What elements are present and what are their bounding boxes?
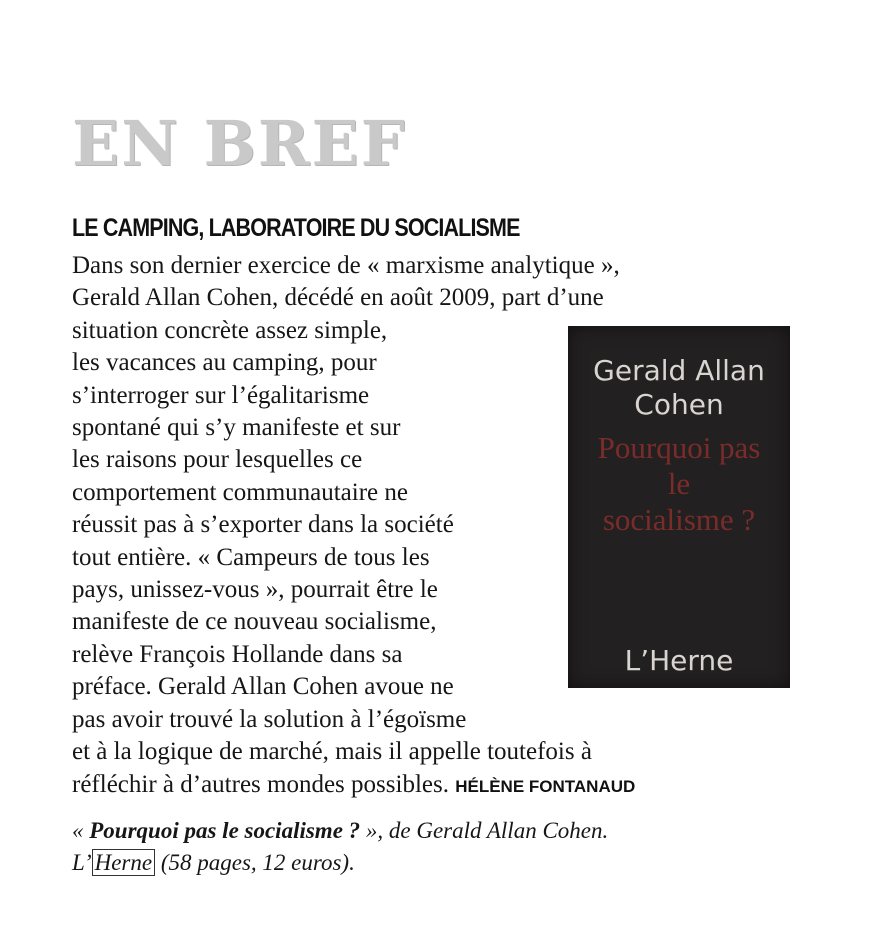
reference-details: (58 pages, 12 euros). — [155, 850, 355, 875]
body-line: spontané qui s’y manifeste et sur — [72, 414, 401, 442]
body-line: réussit pas à s’exporter dans la société — [72, 511, 454, 539]
body-line: manifeste de ce nouveau socialisme, — [72, 608, 437, 636]
cover-title-line: le — [667, 466, 691, 501]
author-signature: HÉLÈNE FONTANAUD — [455, 776, 636, 796]
body-line: les raisons pour lesquelles ce — [72, 446, 363, 474]
reference-book-title: Pourquoi pas le socialisme ? — [89, 818, 361, 843]
body-line-last — [72, 769, 635, 803]
cover-title-line: socialisme ? — [602, 502, 756, 537]
reference-line — [72, 847, 608, 879]
book-reference — [72, 815, 608, 879]
cover-title-line: Pourquoi pas — [597, 430, 761, 465]
reference-line — [72, 815, 608, 847]
reference-author: », de Gerald Allan Cohen. — [360, 818, 609, 843]
body-line: préface. Gerald Allan Cohen avoue ne — [72, 673, 454, 701]
article-headline: LE CAMPING, LABORATOIRE DU SOCIALISME — [72, 214, 520, 242]
body-line: s’interroger sur l’égalitarisme — [72, 381, 370, 409]
reference-open-quote: « — [72, 818, 90, 843]
body-line: tout entière. « Campeurs de tous les — [72, 543, 430, 571]
article-body — [72, 250, 635, 803]
body-line: pays, unissez-vous », pourrait être le — [72, 576, 438, 604]
body-line: Gerald Allan Cohen, décédé en août 2009, part d’une — [72, 284, 604, 312]
section-title: EN BREF — [72, 107, 407, 180]
body-line: Dans son dernier exercice de « marxisme analytique », — [72, 252, 620, 279]
reference-publisher-link[interactable]: Herne — [92, 849, 155, 876]
cover-publisher: L’Herne — [624, 644, 734, 677]
body-line: et à la logique de marché, mais il appelle toutefois à — [72, 738, 592, 766]
reference-publisher-prefix: L’ — [72, 850, 92, 875]
cover-author-line: Gerald Allan — [593, 354, 765, 387]
cover-title — [568, 430, 790, 538]
cover-author-line: Cohen — [634, 388, 724, 421]
book-cover-image — [568, 326, 790, 688]
body-line: pas avoir trouvé la solution à l’égoïsme — [72, 705, 467, 733]
body-line: situation concrète assez simple, — [72, 316, 388, 344]
cover-author — [568, 354, 790, 422]
body-line: relève François Hollande dans sa — [72, 640, 403, 668]
body-line: les vacances au camping, pour — [72, 349, 377, 377]
body-line-text: réfléchir à d’autres mondes possibles. — [72, 770, 449, 798]
body-line: comportement communautaire ne — [72, 478, 408, 506]
